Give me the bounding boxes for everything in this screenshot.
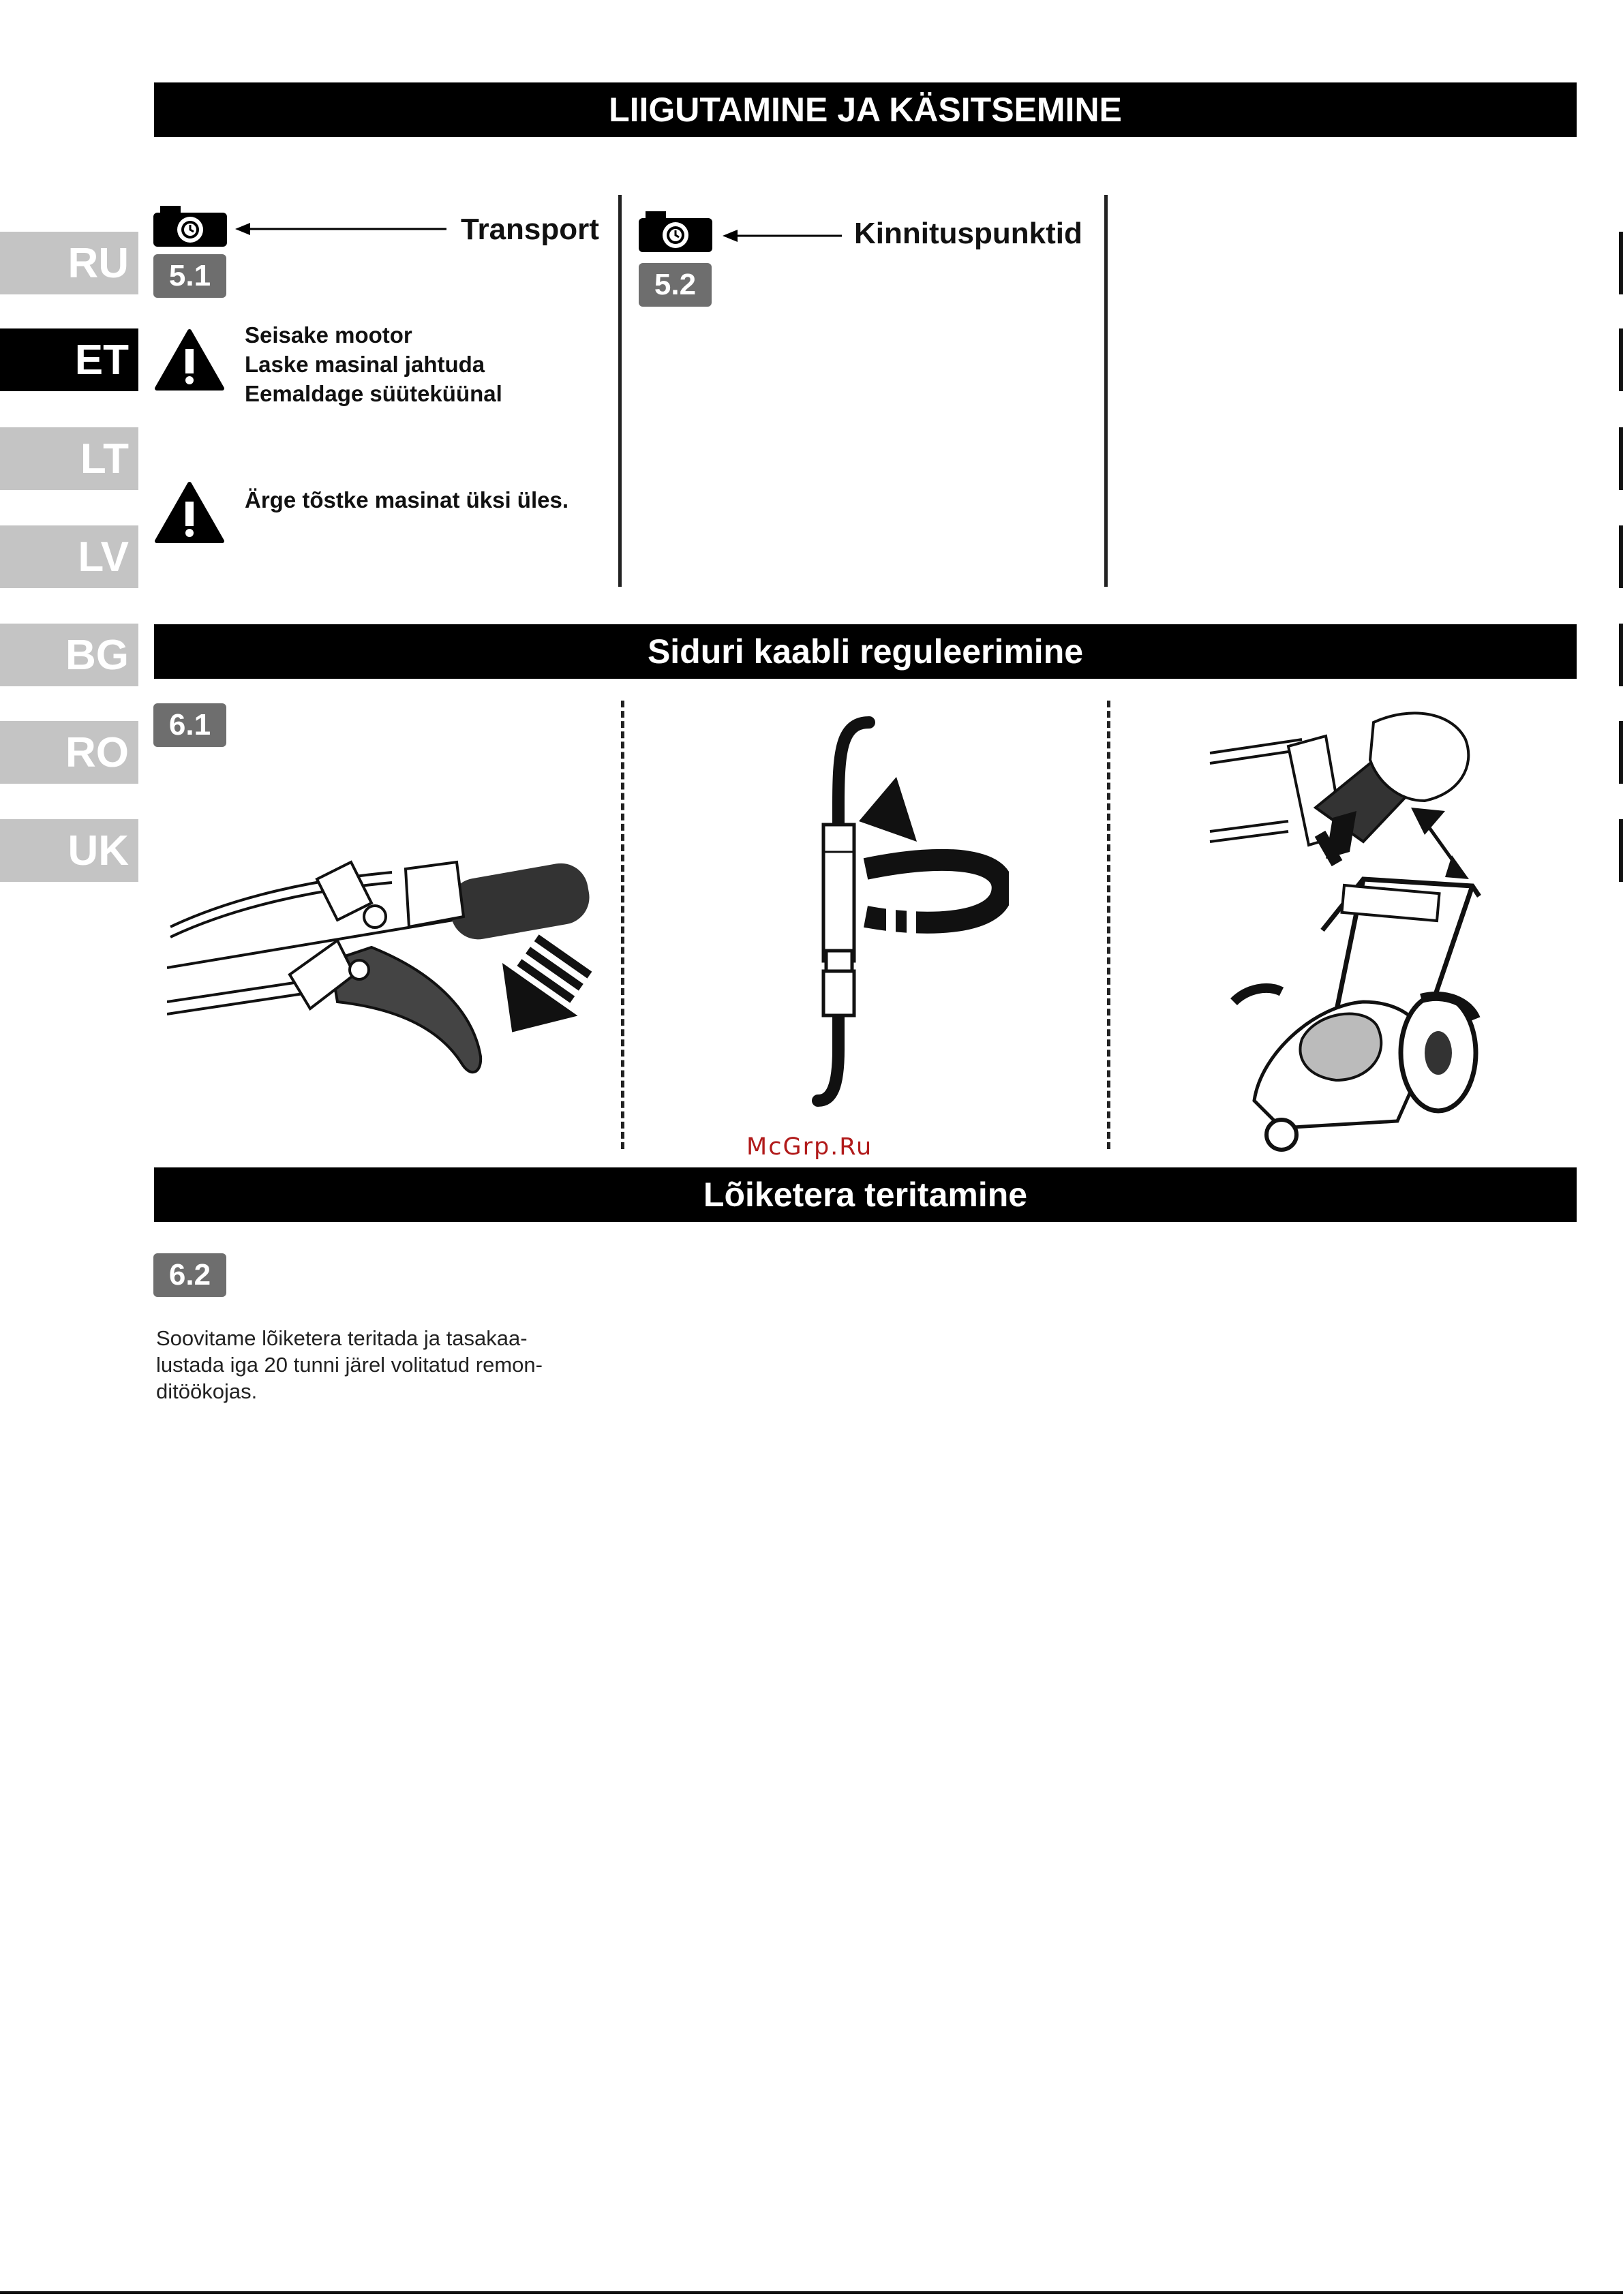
lang-tab-label: LV [78, 533, 129, 581]
transport-label: Transport [461, 213, 599, 246]
figure-divider [621, 701, 624, 1149]
figure-badge-5-1: 5.1 [153, 254, 226, 298]
lang-tab-label: ET [74, 336, 129, 384]
section-title: Lõiketera teritamine [703, 1176, 1028, 1214]
lang-tab-label: RO [65, 729, 129, 776]
section-header-blade [154, 1167, 1577, 1222]
lang-tab-ru[interactable] [0, 232, 138, 294]
cable-adjuster-illustration [804, 709, 1009, 1111]
camera-icon [153, 206, 227, 247]
figure-badge-6-1: 6.1 [153, 703, 226, 747]
edge-marker [1619, 328, 1623, 391]
blade-instructions: Soovitame lõiketera teritada ja tasakaa- lustada iga 20 tunni järel volitatud remon- ditöökojas. [156, 1326, 543, 1403]
lang-tab-bg[interactable] [0, 624, 138, 686]
edge-marker [1619, 721, 1623, 784]
camera-icon [639, 211, 712, 252]
figure-badge-5-2: 5.2 [639, 263, 712, 307]
section-title: LIIGUTAMINE JA KÄSITSEMINE [609, 91, 1122, 129]
lang-tab-uk[interactable] [0, 819, 138, 882]
watermark: McGrp.Ru [746, 1133, 873, 1161]
edge-marker [1619, 525, 1623, 588]
clutch-lever-illustration [167, 838, 603, 1097]
section-title: Siduri kaabli reguleerimine [647, 632, 1084, 671]
edge-marker [1619, 232, 1623, 294]
warning-text-lift: Ärge tõstke masinat üksi üles. [245, 487, 569, 512]
page-bottom-rule [0, 2291, 1623, 2294]
warning-icon [154, 481, 225, 544]
section-header-moving [154, 82, 1577, 137]
lang-tab-label: LT [80, 435, 129, 483]
edge-marker [1619, 624, 1623, 686]
edge-marker [1619, 427, 1623, 490]
figure-divider [1107, 701, 1110, 1149]
arrow-left-icon [235, 219, 446, 239]
edge-marker [1619, 819, 1623, 882]
lang-tab-lv[interactable] [0, 525, 138, 588]
lang-tab-et[interactable] [0, 328, 138, 391]
column-divider [1104, 195, 1108, 587]
lang-tab-label: BG [65, 631, 129, 679]
figure-badge-6-2: 6.2 [153, 1253, 226, 1297]
fixing-points-label: Kinnituspunktid [854, 217, 1082, 250]
lang-tab-ro[interactable] [0, 721, 138, 784]
lang-tab-label: RU [67, 239, 129, 287]
section-header-clutch [154, 624, 1577, 679]
lang-tab-label: UK [67, 827, 129, 874]
lang-tab-lt[interactable] [0, 427, 138, 490]
arrow-left-icon [723, 226, 842, 245]
mower-illustration [1207, 699, 1527, 1155]
warning-icon [154, 328, 225, 391]
warning-text-engine: Seisake mootor Laske masinal jahtuda Eemaldage süüteküünal [245, 322, 502, 406]
column-divider [618, 195, 622, 587]
